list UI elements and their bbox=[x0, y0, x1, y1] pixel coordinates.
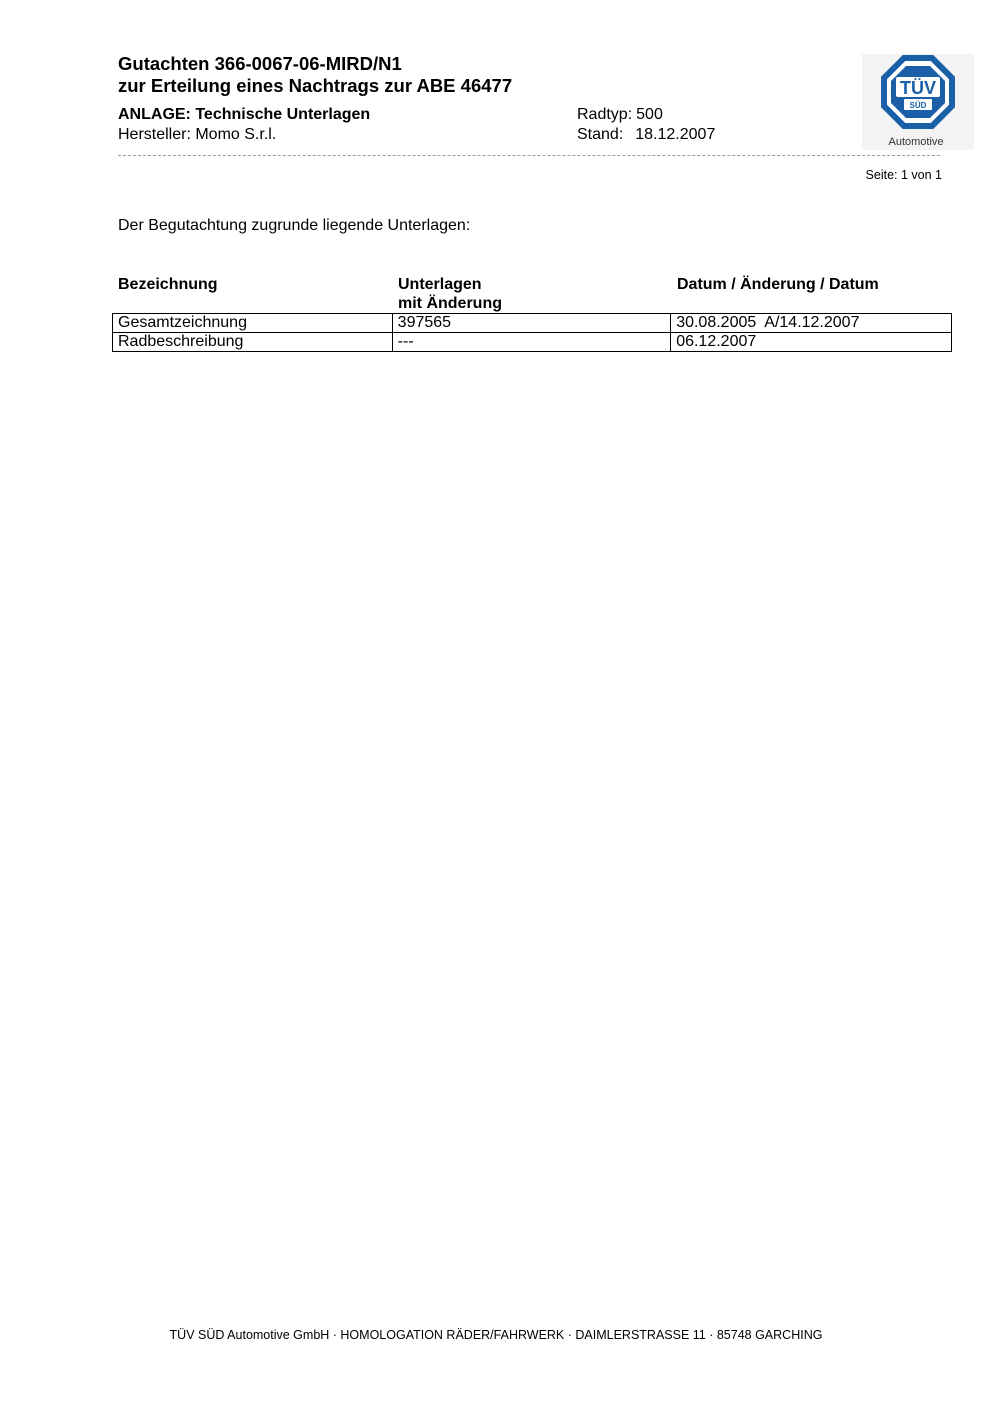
table-row bbox=[113, 314, 952, 333]
documents-table bbox=[112, 313, 952, 352]
logo-caption: Automotive bbox=[888, 136, 944, 148]
title-line-2: zur Erteilung eines Nachtrags zur ABE 46477 bbox=[118, 75, 513, 96]
cell-datum: 06.12.2007 bbox=[671, 333, 952, 352]
logo-text-bottom: SÜD bbox=[909, 101, 927, 110]
header-divider bbox=[118, 155, 940, 156]
col-header-bezeichnung: Bezeichnung bbox=[118, 276, 218, 293]
cell-unterlagen: --- bbox=[392, 333, 671, 352]
table-row bbox=[113, 333, 952, 352]
stand-field bbox=[577, 125, 715, 144]
radtyp-field bbox=[577, 105, 663, 124]
title-line-1: Gutachten 366-0067-06-MIRD/N1 bbox=[118, 53, 402, 74]
radtyp-value: 500 bbox=[636, 106, 663, 123]
document-title bbox=[118, 53, 512, 97]
col-header-datum: Datum / Änderung / Datum bbox=[677, 276, 879, 293]
hersteller-label: Hersteller: Momo S.r.l. bbox=[118, 126, 277, 143]
logo-text-top: TÜV bbox=[900, 78, 936, 98]
intro-text: Der Begutachtung zugrunde liegende Unterlagen: bbox=[118, 217, 471, 234]
stand-label: Stand: bbox=[577, 126, 624, 143]
col-header-unterlagen bbox=[398, 275, 502, 313]
col-header-unterlagen-line2: mit Änderung bbox=[398, 295, 502, 312]
page-number: Seite: 1 von 1 bbox=[865, 168, 942, 182]
cell-bezeichnung: Gesamtzeichnung bbox=[113, 314, 393, 333]
cell-unterlagen: 397565 bbox=[392, 314, 671, 333]
radtyp-label: Radtyp: bbox=[577, 106, 633, 123]
stand-value: 18.12.2007 bbox=[635, 126, 716, 143]
cell-bezeichnung: Radbeschreibung bbox=[113, 333, 393, 352]
anlage-label: ANLAGE: Technische Unterlagen bbox=[118, 106, 371, 123]
footer-address: TÜV SÜD Automotive GmbH · HOMOLOGATION RÄDER/FAHRWERK · DAIMLERSTRASSE 11 · 85748 GARCHING bbox=[169, 1328, 823, 1342]
cell-datum: 30.08.2005 A/14.12.2007 bbox=[671, 314, 952, 333]
col-header-unterlagen-line1: Unterlagen bbox=[398, 276, 482, 293]
